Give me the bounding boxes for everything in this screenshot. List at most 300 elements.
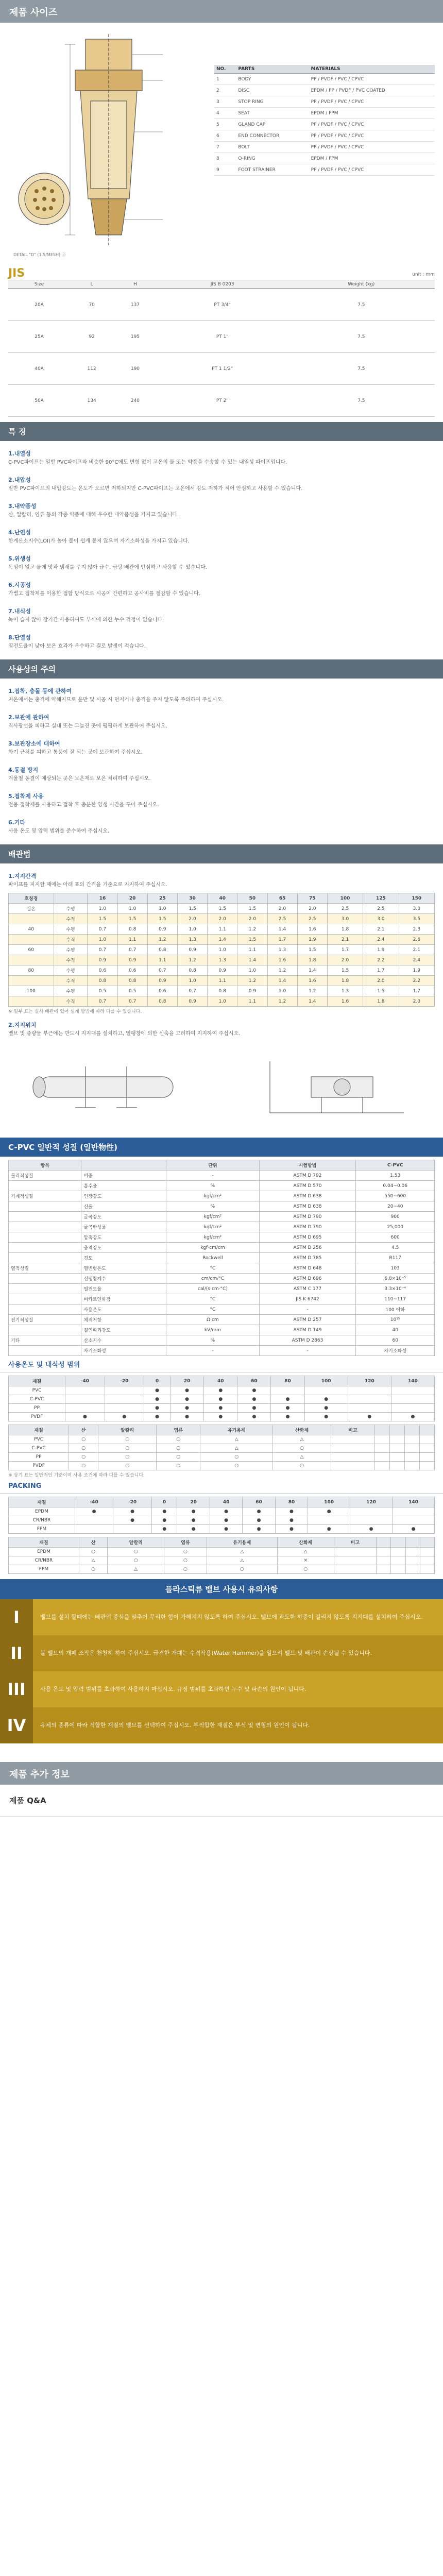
packing-col-header: -40 <box>75 1497 113 1507</box>
support-cell: 1.0 <box>88 935 117 945</box>
temp-col-header: 20 <box>171 1376 204 1386</box>
temp-title: 사용온도 및 내식성 범위 <box>0 1356 443 1372</box>
packing-table-wrap <box>0 1494 443 1574</box>
dimension-cell: PT 2" <box>157 385 288 417</box>
corrosion-col-header: 재질 <box>9 1425 69 1435</box>
packing-corrosion-cell: ○ <box>164 1548 207 1556</box>
temp-cell <box>348 1395 391 1404</box>
support-cell: 2.5 <box>267 914 297 924</box>
dimension-cell: 137 <box>113 289 157 321</box>
properties-cell: - <box>259 1346 356 1356</box>
support-cell: 1.6 <box>297 924 327 935</box>
support-cell: 1.7 <box>267 935 297 945</box>
properties-cell: 절연파괴강도 <box>81 1325 166 1335</box>
support-cell: 1.1 <box>208 924 237 935</box>
packing-cell: ● <box>177 1525 210 1534</box>
usage-item-desc: 화기 근처를 피하고 통풍이 잘 되는 곳에 보관하여 주십시오. <box>8 750 143 755</box>
packing-corrosion-cell <box>420 1548 434 1556</box>
support-cell: 1.3 <box>177 935 207 945</box>
corrosion-cell: ○ <box>98 1444 157 1453</box>
properties-cell: 1.53 <box>356 1171 435 1181</box>
pipe-support-figure-2 <box>239 1046 435 1128</box>
features-item-desc: 녹이 슬지 않아 장기간 사용하여도 부식에 의한 누수 걱정이 없습니다. <box>8 617 164 623</box>
temp-cell <box>65 1386 105 1395</box>
parts-cell-materials: PP / PVDF / PVC / CPVC <box>309 142 435 153</box>
temp-col-header: 40 <box>204 1376 237 1386</box>
properties-cell: % <box>166 1201 259 1212</box>
corrosion-cell <box>404 1462 419 1470</box>
features-item-title: 7.내식성 <box>8 608 31 615</box>
packing-cell: ● <box>275 1507 308 1516</box>
packing-corrosion-cell: △ <box>207 1548 277 1556</box>
corrosion-cell <box>331 1453 375 1462</box>
support-cell: 0.9 <box>117 955 147 965</box>
packing-cell: FPM <box>9 1525 75 1534</box>
temp-header-row <box>9 1376 435 1386</box>
support-cell: 0.8 <box>147 945 177 955</box>
temp-cell <box>105 1395 144 1404</box>
support-cell: 0.5 <box>88 986 117 996</box>
temp-cell: ● <box>204 1404 237 1413</box>
packing-col-header: 40 <box>210 1497 242 1507</box>
properties-cell: ASTM D 696 <box>259 1274 356 1284</box>
properties-cell <box>9 1304 81 1315</box>
support-cell: 1.0 <box>177 976 207 986</box>
support-cell: 0.7 <box>88 945 117 955</box>
packing-cell <box>75 1516 113 1525</box>
properties-row <box>9 1171 435 1181</box>
support-col-header: 호칭경 <box>9 893 54 904</box>
packing-cell: EPDM <box>9 1507 75 1516</box>
support-row <box>9 996 435 1007</box>
packing-cell <box>393 1507 435 1516</box>
corrosion-cell: ○ <box>157 1462 200 1470</box>
support-cell: 2.0 <box>363 976 399 986</box>
support-cell: 수직 <box>54 935 88 945</box>
packing-corrosion-cell: ○ <box>108 1556 164 1565</box>
usage-item <box>0 682 443 708</box>
properties-cell <box>9 1346 81 1356</box>
temp-col-header: 120 <box>348 1376 391 1386</box>
support-cell: 수직 <box>54 914 88 924</box>
parts-row <box>214 108 435 119</box>
corrosion-col-header: 산 <box>69 1425 98 1435</box>
support-cell: 0.9 <box>147 976 177 986</box>
properties-cell <box>9 1325 81 1335</box>
packing-corrosion-cell: ○ <box>207 1565 277 1574</box>
packing-corrosion-header-row <box>9 1537 435 1548</box>
features-item <box>0 628 443 654</box>
packing-corrosion-cell: ○ <box>164 1565 207 1574</box>
packing-cell <box>393 1516 435 1525</box>
support-cell: 1.5 <box>208 904 237 914</box>
properties-cell: 압축강도 <box>81 1232 166 1243</box>
temp-cell: PP <box>9 1404 65 1413</box>
properties-row <box>9 1284 435 1294</box>
properties-cell: 10¹⁵ <box>356 1315 435 1325</box>
packing-col-header: 20 <box>177 1497 210 1507</box>
properties-cell: 열전도율 <box>81 1284 166 1294</box>
parts-cell-materials: PP / PVDF / PVC / CPVC <box>309 96 435 108</box>
usage-item-desc: 전용 접착제를 사용하고 접착 후 충분한 양생 시간을 두어 주십시오. <box>8 802 159 808</box>
features-item-title: 3.내약품성 <box>8 503 37 510</box>
properties-row <box>9 1253 435 1263</box>
properties-cell: 경도 <box>81 1253 166 1263</box>
corrosion-header-row <box>9 1425 435 1435</box>
packing-col-header: 120 <box>350 1497 393 1507</box>
packing-cell: ● <box>275 1525 308 1534</box>
properties-col-header: 단위 <box>166 1160 259 1171</box>
packing-corrosion-col-header <box>377 1537 391 1548</box>
properties-cell <box>9 1201 81 1212</box>
support-cell: 3.0 <box>363 914 399 924</box>
corrosion-col-header <box>390 1425 405 1435</box>
properties-cell <box>9 1274 81 1284</box>
properties-row <box>9 1212 435 1222</box>
properties-cell: ASTM D 785 <box>259 1253 356 1263</box>
corrosion-cell: ○ <box>69 1453 98 1462</box>
corrosion-cell <box>404 1453 419 1462</box>
packing-cell <box>350 1507 393 1516</box>
support-cell: 2.1 <box>399 945 434 955</box>
packing-corrosion-cell <box>391 1548 405 1556</box>
support-cell: 1.9 <box>297 935 327 945</box>
support-cell: 100 <box>9 986 54 996</box>
packing-col-header: 0 <box>151 1497 177 1507</box>
parts-row <box>214 85 435 96</box>
packing-corrosion-row <box>9 1556 435 1565</box>
dimension-cell: 7.5 <box>288 321 435 353</box>
temp-cell <box>391 1386 434 1395</box>
temp-cell: PVDF <box>9 1413 65 1421</box>
dimension-cell: 7.5 <box>288 289 435 321</box>
piping-support-interval <box>0 867 443 893</box>
parts-cell-no: 5 <box>214 119 236 130</box>
packing-corrosion-cell: ○ <box>108 1548 164 1556</box>
parts-cell-parts: STOP RING <box>236 96 309 108</box>
properties-cell: kgf/cm² <box>166 1191 259 1201</box>
support-cell: 2.0 <box>267 904 297 914</box>
support-cell: 2.1 <box>327 935 363 945</box>
parts-header-materials: MATERIALS <box>309 65 435 74</box>
corrosion-body <box>9 1435 435 1470</box>
valve-drawing <box>8 29 214 262</box>
properties-cell: ASTM D 790 <box>259 1222 356 1232</box>
corrosion-col-header <box>404 1425 419 1435</box>
temp-cell: ● <box>237 1386 271 1395</box>
pipe-support-figure-1 <box>8 1046 204 1128</box>
packing-corrosion-cell <box>405 1565 420 1574</box>
support-cell: 1.1 <box>237 996 267 1007</box>
corrosion-cell: △ <box>273 1435 331 1444</box>
packing-corrosion-col-header: 산 <box>79 1537 107 1548</box>
support-cell: 2.1 <box>363 924 399 935</box>
parts-row <box>214 96 435 108</box>
packing-cell: ● <box>151 1507 177 1516</box>
packing-corrosion-cell <box>405 1548 420 1556</box>
corrosion-cell: ○ <box>69 1444 98 1453</box>
properties-cell: % <box>166 1335 259 1346</box>
support-row <box>9 986 435 996</box>
parts-cell-parts: FOOT STRAINER <box>236 164 309 176</box>
properties-cell: R117 <box>356 1253 435 1263</box>
packing-corrosion-cell: △ <box>108 1565 164 1574</box>
support-cell: 0.7 <box>88 924 117 935</box>
support-cell: 2.5 <box>363 904 399 914</box>
support-cell: 40 <box>9 924 54 935</box>
dimension-cell: 20A <box>8 289 70 321</box>
properties-cell <box>9 1212 81 1222</box>
support-cell: 1.7 <box>363 965 399 976</box>
packing-header-row <box>9 1497 435 1507</box>
properties-cell <box>9 1232 81 1243</box>
parts-cell-no: 2 <box>214 85 236 96</box>
support-cell: 0.7 <box>117 996 147 1007</box>
temp-cell: ● <box>391 1413 434 1421</box>
parts-list <box>214 29 435 262</box>
packing-row <box>9 1525 435 1534</box>
packing-corrosion-cell: △ <box>207 1556 277 1565</box>
support-cell: 수직 <box>54 996 88 1007</box>
properties-row <box>9 1294 435 1304</box>
properties-cell: - <box>259 1304 356 1315</box>
packing-corrosion-col-header: 재질 <box>9 1537 79 1548</box>
support-cell <box>9 955 54 965</box>
support-cell: 1.2 <box>237 924 267 935</box>
features-item-title: 6.시공성 <box>8 582 31 588</box>
dimension-cell: 25A <box>8 321 70 353</box>
packing-corrosion-cell <box>377 1548 391 1556</box>
properties-cell <box>9 1253 81 1263</box>
support-col-header: 100 <box>327 893 363 904</box>
properties-cell: kgf/cm² <box>166 1222 259 1232</box>
properties-table <box>8 1160 435 1356</box>
features-item-desc: 일반 PVC파이프의 내압강도는 온도가 오르면 저하되지만 C-PVC파이프는 고온에서 강도 저하가 적어 안심하고 사용할 수 있습니다. <box>8 486 303 492</box>
corrosion-row <box>9 1444 435 1453</box>
features-list <box>0 444 443 654</box>
temp-body <box>9 1386 435 1421</box>
corrosion-col-header: 산화제 <box>273 1425 331 1435</box>
features-item <box>0 470 443 497</box>
dimension-col-header: H <box>113 280 157 289</box>
support-cell: 0.9 <box>177 945 207 955</box>
support-cell: 1.5 <box>237 904 267 914</box>
features-item <box>0 575 443 602</box>
support-figures <box>0 1042 443 1132</box>
support-cell: 1.2 <box>147 935 177 945</box>
packing-corrosion-col-header: 산화제 <box>277 1537 334 1548</box>
packing-cell: ● <box>243 1507 275 1516</box>
support-cell: 60 <box>9 945 54 955</box>
support-cell: 1.4 <box>267 976 297 986</box>
packing-cell: ● <box>350 1525 393 1534</box>
support-cell: 1.1 <box>208 976 237 986</box>
packing-corrosion-cell <box>420 1556 434 1565</box>
dimension-col-header: JIS B 0203 <box>157 280 288 289</box>
properties-cell: 선팽창계수 <box>81 1274 166 1284</box>
parts-header-no: NO. <box>214 65 236 74</box>
properties-cell: °C <box>166 1294 259 1304</box>
support-cell: 0.7 <box>147 965 177 976</box>
usage-item-title: 2.보관에 관하여 <box>8 714 49 721</box>
packing-cell: ● <box>308 1525 350 1534</box>
support-cell <box>9 996 54 1007</box>
caution-text: 볼 밸브의 개폐 조작은 천천히 하여 주십시오. 급격한 개폐는 수격작용(Water Hammer)을 일으켜 밸브 및 배관이 손상될 수 있습니다. <box>33 1635 443 1671</box>
properties-cell <box>9 1222 81 1232</box>
packing-corrosion-cell: △ <box>79 1556 107 1565</box>
temp-col-header: -20 <box>105 1376 144 1386</box>
properties-cell: 100 이하 <box>356 1304 435 1315</box>
support-cell: 1.8 <box>327 924 363 935</box>
temp-row <box>9 1386 435 1395</box>
support-cell: 2.3 <box>399 924 434 935</box>
properties-cell: 110~117 <box>356 1294 435 1304</box>
parts-cell-materials: EPDM / FPM <box>309 153 435 164</box>
support-cell: 1.0 <box>208 945 237 955</box>
parts-cell-no: 8 <box>214 153 236 164</box>
corrosion-cell: ○ <box>69 1462 98 1470</box>
properties-row <box>9 1191 435 1201</box>
support-row <box>9 914 435 924</box>
support-col-header: 25 <box>147 893 177 904</box>
properties-row <box>9 1181 435 1191</box>
support-cell: 1.0 <box>88 904 117 914</box>
piping-p2-desc: 밸브 및 중량물 부근에는 반드시 지지대를 설치하고, 열팽창에 의한 신축을 고려하여 지지하여 주십시오. <box>8 1031 241 1037</box>
corrosion-cell <box>404 1435 419 1444</box>
dimension-cell: 190 <box>113 353 157 385</box>
properties-row <box>9 1325 435 1335</box>
support-cell: 3.5 <box>399 914 434 924</box>
support-row <box>9 935 435 945</box>
temp-cell: ● <box>304 1404 348 1413</box>
properties-cell: - <box>166 1346 259 1356</box>
temp-col-header: 0 <box>144 1376 171 1386</box>
corrosion-cell <box>375 1462 390 1470</box>
corrosion-cell <box>419 1453 434 1462</box>
parts-cell-no: 7 <box>214 142 236 153</box>
support-cell: 2.0 <box>237 914 267 924</box>
corrosion-cell: ○ <box>273 1444 331 1453</box>
temp-cell: ● <box>237 1404 271 1413</box>
technical-drawing-area <box>0 23 443 265</box>
corrosion-cell <box>390 1462 405 1470</box>
packing-corrosion-cell <box>420 1565 434 1574</box>
properties-row <box>9 1335 435 1346</box>
product-qa-title[interactable]: 제품 Q&A <box>0 1785 443 1817</box>
support-cell: 1.7 <box>327 945 363 955</box>
support-col-header: 125 <box>363 893 399 904</box>
packing-col-header: 100 <box>308 1497 350 1507</box>
corrosion-cell: △ <box>200 1444 273 1453</box>
caution-number: III <box>0 1671 33 1707</box>
support-cell: 수평 <box>54 965 88 976</box>
support-row <box>9 955 435 965</box>
properties-cell: 비중 <box>81 1171 166 1181</box>
parts-cell-no: 4 <box>214 108 236 119</box>
properties-cell: 충격강도 <box>81 1243 166 1253</box>
properties-cell: kV/mm <box>166 1325 259 1335</box>
parts-cell-materials: PP / PVDF / PVC / CPVC <box>309 164 435 176</box>
support-cell: 2.5 <box>297 914 327 924</box>
temp-cell: ● <box>304 1395 348 1404</box>
support-cell: 1.0 <box>208 996 237 1007</box>
support-cell: 1.5 <box>147 914 177 924</box>
features-item-desc: 산, 알칼리, 염류 등의 각종 약품에 대해 우수한 내약품성을 가지고 있습니다. <box>8 512 179 518</box>
support-cell: 80 <box>9 965 54 976</box>
properties-cell: °C <box>166 1263 259 1274</box>
parts-cell-materials: PP / PVDF / PVC / CPVC <box>309 119 435 130</box>
support-cell: 0.9 <box>208 965 237 976</box>
support-cell: 1.0 <box>267 986 297 996</box>
properties-cell: 6.8×10⁻⁵ <box>356 1274 435 1284</box>
packing-corrosion-col-header <box>391 1537 405 1548</box>
properties-row <box>9 1222 435 1232</box>
properties-row <box>9 1274 435 1284</box>
temp-table <box>8 1376 435 1421</box>
packing-cell: ● <box>113 1516 151 1525</box>
packing-cell <box>113 1525 151 1534</box>
parts-cell-parts: DISC <box>236 85 309 96</box>
support-cell: 1.6 <box>327 996 363 1007</box>
properties-cell: ASTM D 790 <box>259 1212 356 1222</box>
dimension-cell: PT 1 1/2" <box>157 353 288 385</box>
packing-corrosion-cell: ○ <box>79 1548 107 1556</box>
packing-row <box>9 1507 435 1516</box>
properties-cell: ASTM D 256 <box>259 1243 356 1253</box>
features-item-title: 8.단열성 <box>8 634 31 641</box>
properties-title: C-PVC 일반적 성질 (일반物性) <box>0 1138 443 1157</box>
temp-cell <box>65 1395 105 1404</box>
properties-cell: ASTM D 570 <box>259 1181 356 1191</box>
dimension-cell: PT 1" <box>157 321 288 353</box>
usage-item <box>0 734 443 760</box>
packing-corrosion-cell <box>391 1565 405 1574</box>
packing-cell: ● <box>308 1507 350 1516</box>
corrosion-cell: ○ <box>157 1453 200 1462</box>
dimension-cell: 112 <box>70 353 113 385</box>
temp-cell: ● <box>348 1413 391 1421</box>
support-col-header: 20 <box>117 893 147 904</box>
caution-number: IV <box>0 1707 33 1743</box>
support-cell: 0.8 <box>88 976 117 986</box>
support-col-header: 30 <box>177 893 207 904</box>
corrosion-cell <box>419 1462 434 1470</box>
parts-cell-materials: PP / PVDF / PVC / CPVC <box>309 74 435 85</box>
features-item-desc: 열전도율이 낮아 보온 효과가 우수하고 결로 발생이 적습니다. <box>8 643 146 649</box>
packing-corrosion-col-header: 염류 <box>164 1537 207 1548</box>
properties-cell: 600 <box>356 1232 435 1243</box>
features-item-desc: 가볍고 접착제를 이용한 접합 방식으로 시공이 간편하고 공사비를 절감할 수 있습니다. <box>8 591 201 597</box>
support-cell: 수평 <box>54 904 88 914</box>
support-cell: 2.0 <box>327 955 363 965</box>
properties-row <box>9 1304 435 1315</box>
packing-corrosion-cell: EPDM <box>9 1548 79 1556</box>
temp-cell: PVC <box>9 1386 65 1395</box>
valve-cross-section-diagram <box>8 29 214 266</box>
dimension-row <box>8 289 435 321</box>
support-cell: 1.3 <box>327 986 363 996</box>
support-cell: 0.7 <box>88 996 117 1007</box>
packing-corrosion-cell: CR/NBR <box>9 1556 79 1565</box>
packing-cell: ● <box>243 1516 275 1525</box>
properties-cell: kgf·cm/cm <box>166 1243 259 1253</box>
parts-cell-parts: END CONNECTOR <box>236 130 309 142</box>
packing-corrosion-col-header <box>420 1537 434 1548</box>
temp-cell <box>348 1404 391 1413</box>
packing-corrosion-cell: △ <box>277 1548 334 1556</box>
parts-cell-parts: BOLT <box>236 142 309 153</box>
temp-cell: ● <box>171 1386 204 1395</box>
